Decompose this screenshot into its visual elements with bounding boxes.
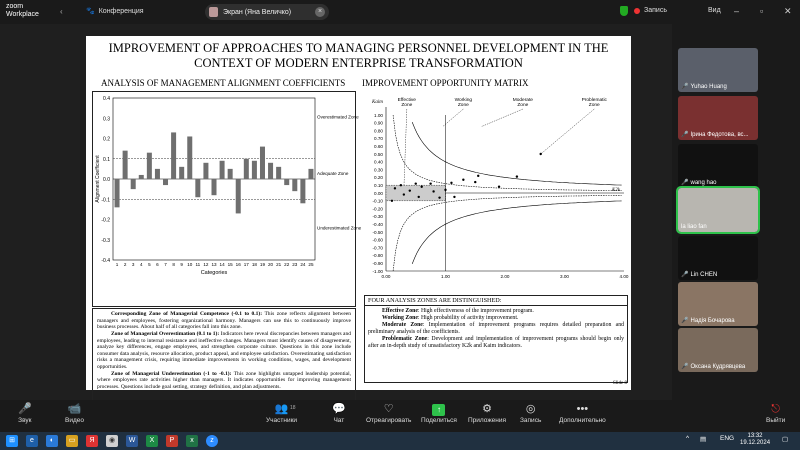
yandex-icon[interactable]: Я xyxy=(86,435,98,447)
x-tick-label: 15 xyxy=(227,262,233,267)
participants-panel xyxy=(672,24,800,400)
shield-icon[interactable] xyxy=(620,6,628,16)
app-icon[interactable]: ◉ xyxy=(106,435,118,447)
bar xyxy=(252,161,257,179)
data-point xyxy=(450,182,452,184)
y-tick-label: -0.50 xyxy=(372,229,383,235)
x-tick-label: 8 xyxy=(172,262,175,267)
y-tick-label: 0.10 xyxy=(374,183,383,188)
mic-muted-icon: 🎤 xyxy=(681,84,689,90)
record-button[interactable] xyxy=(520,402,541,424)
participant-name-text: Lin CHEN xyxy=(690,271,718,278)
x-tick-label: 23 xyxy=(292,262,298,267)
bar xyxy=(139,175,144,179)
x-tick-label: 16 xyxy=(235,262,241,267)
close-icon[interactable]: × xyxy=(315,7,325,17)
video-tile[interactable] xyxy=(678,144,758,188)
participant-name xyxy=(681,83,727,90)
x-tick-label: 11 xyxy=(195,262,201,267)
bar xyxy=(236,179,241,213)
meeting-toolbar xyxy=(0,400,800,432)
y-tick-label: -0.4 xyxy=(101,258,110,264)
video-tile[interactable] xyxy=(678,282,758,326)
clock-date: 19.12.2024 xyxy=(740,440,771,446)
apps-icon: ⚙ xyxy=(482,403,492,415)
participant-name xyxy=(681,224,707,230)
mic-muted-icon: 🎤 xyxy=(681,272,689,278)
participant-name xyxy=(681,271,717,278)
x-tick-label: 6 xyxy=(156,262,159,267)
zone-label-overestimated: Overestimated Zone xyxy=(317,114,359,120)
x-tick-label: 24 xyxy=(300,262,306,267)
y-tick-label: -0.10 xyxy=(372,198,383,204)
language-indicator[interactable]: ENG xyxy=(720,435,735,442)
bar xyxy=(123,151,128,179)
mic-muted-icon: 🎤 xyxy=(681,364,689,370)
zone-name-line2: Zone xyxy=(457,103,469,108)
clock[interactable] xyxy=(740,433,770,447)
y-tick-label: 0.30 xyxy=(374,167,383,173)
zone-name-line2: Zone xyxy=(588,103,600,108)
y-tick-label: 0.90 xyxy=(374,120,383,126)
y-tick-label: 0.40 xyxy=(374,159,383,165)
x-tick-label: 2.00 xyxy=(500,274,510,279)
excel-icon[interactable]: X xyxy=(146,435,158,447)
edge-icon[interactable]: e xyxy=(26,435,38,447)
react-label: Отреагировать xyxy=(366,417,412,424)
share-button[interactable] xyxy=(421,402,457,424)
bar xyxy=(284,179,289,185)
y-axis-label: Alignment Coefficient xyxy=(95,155,101,203)
y-tick-label: -0.60 xyxy=(372,237,383,243)
data-point xyxy=(429,182,431,184)
x-tick-label: 7 xyxy=(164,262,167,267)
zone-leader-line xyxy=(481,109,523,127)
bar xyxy=(187,136,192,179)
minimize-icon[interactable]: – xyxy=(734,6,740,16)
screen-share-label: Экран (Яна Величко) xyxy=(223,8,292,16)
zoom-logo xyxy=(6,3,39,19)
react-button[interactable] xyxy=(366,402,411,424)
hyperbola-lower-outer xyxy=(393,195,621,271)
video-tile[interactable] xyxy=(678,96,758,140)
para-corresponding xyxy=(97,311,351,331)
chat-label: Чат xyxy=(333,417,345,424)
people-icon: 👥 xyxy=(274,403,289,415)
x-axis-label: Categories xyxy=(200,270,228,276)
presentation-slide xyxy=(86,36,631,390)
zone-name-line1: Working xyxy=(454,98,473,103)
y-tick-label: -0.40 xyxy=(372,222,383,227)
data-point xyxy=(540,153,542,155)
video-tile-active-speaker[interactable] xyxy=(678,188,758,232)
zone-name-line1: Effective xyxy=(397,98,416,103)
zone-leader-line xyxy=(541,109,595,154)
zone1-text: : High effectiveness of the improvement program. xyxy=(417,308,534,314)
heart-icon: ♡ xyxy=(383,403,394,415)
sound-button[interactable] xyxy=(18,402,32,424)
conference-button[interactable] xyxy=(86,7,144,15)
x-tick-label: 3.00 xyxy=(560,274,569,279)
data-point xyxy=(498,186,500,188)
participant-name xyxy=(681,179,717,186)
hyperbola-upper-outer xyxy=(393,115,621,191)
x-tick-label: 10 xyxy=(187,262,193,267)
opportunity-matrix xyxy=(362,91,630,295)
video-tile[interactable] xyxy=(678,48,758,92)
excel-file-icon[interactable]: x xyxy=(186,435,198,447)
bar xyxy=(115,179,120,207)
participant-name xyxy=(681,317,735,324)
x-tick-label: 13 xyxy=(211,262,217,267)
participant-name xyxy=(681,131,749,138)
participant-name-text: Оксана Кудрявцева xyxy=(690,363,746,370)
y-axis-label: Kaim xyxy=(372,100,383,105)
zone3-bold: Moderate Zone xyxy=(382,322,423,328)
zone4-text: : Development and implementation of improvement programs should begin only after an in-depth study of unsatisfactory K2k and Kaim indicators. xyxy=(368,336,624,349)
x-tick-label: 9 xyxy=(180,262,183,267)
windows-start-icon[interactable]: ⊞ xyxy=(6,435,18,447)
y-tick-label: 0.50 xyxy=(374,151,383,157)
bar xyxy=(131,179,136,189)
bar xyxy=(228,169,233,179)
x-tick-label: 21 xyxy=(276,262,282,267)
bar xyxy=(244,159,249,179)
para-underestimation xyxy=(97,371,351,391)
data-point xyxy=(444,189,446,191)
conference-label: Конференция xyxy=(98,7,144,15)
share-label: Поделиться xyxy=(421,417,457,424)
title-bar xyxy=(0,0,800,24)
data-point xyxy=(403,193,405,195)
bar xyxy=(268,163,273,179)
camera-icon: 📹 xyxy=(67,403,82,415)
data-point xyxy=(400,184,402,186)
view-button[interactable] xyxy=(708,7,721,14)
apps-button[interactable] xyxy=(468,402,506,424)
logo-line1: zoom xyxy=(6,3,24,10)
zone1-bold: Effective Zone xyxy=(382,308,418,314)
video-tile[interactable] xyxy=(678,236,758,280)
matrix-chart-svg xyxy=(362,91,630,295)
sound-label: Звук xyxy=(18,417,32,424)
bar xyxy=(195,179,200,197)
zone4-bold: Problematic Zone xyxy=(382,336,428,342)
data-point xyxy=(438,196,440,198)
x-tick-label: 20 xyxy=(267,262,274,267)
bar xyxy=(276,167,281,179)
bar xyxy=(260,147,265,179)
left-heading: ANALYSIS OF MANAGEMENT ALIGNMENT COEFFICIENTS xyxy=(101,78,346,88)
y-tick-label: 0.80 xyxy=(374,128,383,134)
mic-muted-icon: 🎤 xyxy=(18,403,32,415)
more-dots-icon: ••• xyxy=(576,403,589,415)
para3-text: This zone highlights untapped leadership potential, where employees rate activities higher than managers. It indicates opportunities for improving management processes. Questions include goal setting, strategy definition, and plan adjustments. xyxy=(97,370,351,390)
bar-chart-svg xyxy=(93,92,362,306)
y-tick-label: -0.2 xyxy=(101,217,110,224)
zone-name-line1: Moderate xyxy=(512,98,533,103)
data-point xyxy=(477,175,479,177)
y-tick-label: -0.30 xyxy=(372,214,383,220)
x-tick-label: 12 xyxy=(203,262,209,267)
clock-time: 13:32 xyxy=(747,433,763,439)
zone-working xyxy=(368,315,624,322)
bar xyxy=(171,132,176,179)
close-window-icon[interactable]: ✕ xyxy=(784,6,792,16)
mic-muted-icon: 🎤 xyxy=(681,132,689,138)
record-label: Запись xyxy=(644,7,667,14)
y-tick-label: -1.00 xyxy=(372,268,383,274)
hyperbola-lower-inner xyxy=(412,201,621,264)
y-tick-label: -0.1 xyxy=(101,197,110,204)
screen-share-pill[interactable] xyxy=(205,4,329,20)
data-point xyxy=(462,179,464,181)
bar xyxy=(147,153,152,179)
video-button[interactable] xyxy=(65,402,84,424)
para2-bold: Zone of Managerial Overestimation (0.1 to 1): xyxy=(111,331,220,337)
bar xyxy=(155,169,160,179)
bar xyxy=(292,179,297,191)
y-tick-label: 0.3 xyxy=(103,116,110,123)
participant-name-text: Ірина Федотова, вс... xyxy=(690,131,749,138)
avatar xyxy=(209,7,218,17)
x-tick-label: 3 xyxy=(131,262,135,267)
alignment-chart xyxy=(92,91,362,307)
leave-icon: ⎋ xyxy=(771,403,780,415)
x-tick-label: 2 xyxy=(123,262,127,267)
x-tick-label: 1 xyxy=(115,262,119,267)
data-point xyxy=(415,182,417,184)
x-tick-label: 22 xyxy=(284,262,290,267)
chat-icon: 💬 xyxy=(332,403,346,415)
x-tick-label: 4 xyxy=(139,262,143,267)
bar xyxy=(163,179,168,185)
leave-button[interactable] xyxy=(766,402,785,424)
video-label: Видео xyxy=(65,417,84,424)
x-tick-label: 18 xyxy=(251,262,257,267)
bar xyxy=(211,179,216,195)
y-tick-label: 0.0 xyxy=(103,177,110,183)
zone2-text: : High probability of activity improvement. xyxy=(417,315,519,321)
y-tick-label: 0.70 xyxy=(374,136,383,142)
x-tick-label: 4.00 xyxy=(619,274,629,279)
chevron-left-icon[interactable]: ‹ xyxy=(60,7,63,16)
video-tile[interactable] xyxy=(678,328,758,372)
powerpoint-icon[interactable]: P xyxy=(166,435,178,447)
record-tb-label: Запись xyxy=(520,417,542,424)
data-point xyxy=(474,181,476,183)
y-tick-label: 0.2 xyxy=(103,136,110,143)
y-tick-label: 1.00 xyxy=(374,112,383,118)
taskbar xyxy=(0,432,800,450)
record-indicator[interactable] xyxy=(634,7,667,14)
more-button[interactable] xyxy=(559,402,606,424)
mic-muted-icon: 🎤 xyxy=(681,180,689,186)
y-tick-label: 0.60 xyxy=(374,144,383,149)
zone-moderate xyxy=(368,322,624,336)
y-tick-label: -0.3 xyxy=(101,237,110,244)
y-tick-label: 0.20 xyxy=(374,175,383,181)
tray-chevron-icon[interactable]: ^ xyxy=(686,435,690,442)
participant-name-text: Yuhao Huang xyxy=(690,83,727,90)
zone-name-line1: Problematic xyxy=(581,98,607,103)
x-tick-label: 25 xyxy=(308,262,314,267)
edge-browser-icon[interactable]: ◐ xyxy=(46,435,58,447)
mic-muted-icon: 🎤 xyxy=(681,318,689,324)
paw-icon: 🐾 xyxy=(86,8,95,15)
participant-name-text: Надія Бочарова xyxy=(690,317,735,324)
leave-label: Выйти xyxy=(766,417,786,424)
apps-label: Приложения xyxy=(468,417,507,424)
participant-name-text: la liao fan xyxy=(681,224,707,230)
right-heading: IMPROVEMENT OPPORTUNITY MATRIX xyxy=(362,78,529,88)
data-point xyxy=(409,189,411,191)
chat-button[interactable] xyxy=(332,402,346,424)
view-label: Вид xyxy=(708,7,721,14)
network-icon[interactable]: ▤ xyxy=(700,436,707,443)
zone-effective xyxy=(368,308,624,315)
zoom-icon[interactable]: z xyxy=(206,435,218,447)
x-tick-label: 1.00 xyxy=(441,274,450,279)
data-point xyxy=(453,196,455,198)
bar xyxy=(203,163,208,179)
y-tick-label: -0.80 xyxy=(372,253,383,259)
word-icon[interactable]: W xyxy=(126,435,138,447)
analysis-zones-box xyxy=(364,295,628,383)
data-point xyxy=(421,186,423,188)
bar xyxy=(220,161,225,179)
zone-name-line2: Zone xyxy=(401,103,413,108)
y-tick-label: 0.4 xyxy=(103,96,110,102)
more-label: Дополнительно xyxy=(559,417,606,424)
y-tick-label: -0.20 xyxy=(372,206,383,212)
para3-bold: Zone of Managerial Underestimation (-1 to -0.1): xyxy=(111,370,232,377)
share-arrow-icon: ↑ xyxy=(432,404,445,416)
participant-name-text: wang hao xyxy=(690,179,717,186)
x-tick-label: 0.00 xyxy=(381,274,391,279)
x-tick-label: 19 xyxy=(259,262,266,267)
x-tick-label: 5 xyxy=(148,262,151,267)
slide-title: IMPROVEMENT OF APPROACHES TO MANAGING PERSONNEL DEVELOPMENT IN THE CONTEXT OF MODERN ENTERPRISE TRANSFORMATION xyxy=(108,41,609,70)
maximize-icon[interactable]: ▫ xyxy=(760,6,764,16)
logo-line2: Workplace xyxy=(6,11,39,18)
para-overestimation xyxy=(97,331,351,370)
data-point xyxy=(391,200,393,202)
participants-label: Участники xyxy=(266,417,298,424)
zone-problematic xyxy=(368,336,624,350)
bar xyxy=(300,179,305,203)
data-point xyxy=(418,196,420,198)
data-point xyxy=(432,190,434,192)
x-tick-label: 17 xyxy=(243,262,249,267)
record-dot-icon xyxy=(634,8,640,14)
x-tick-label: 14 xyxy=(219,262,225,267)
zones-header: FOUR ANALYSIS ZONES ARE DISTINGUISHED: xyxy=(365,297,627,306)
para2-text: Indicators here reveal discrepancies between managers and employees, leading to internal resistance and ineffective changes. Managers must identify causes of disagreement, analyze key differences, engage employees, and strengthen corporate culture. Questions in this zone include consumer data analysis, resource allocation, product appeal, and employee satisfaction. Overestimating satisfaction risks a management crisis, requiring immediate improvements in working conditions, wages, and development opportunities. xyxy=(97,331,351,370)
zone3-text: : Implementation of improvement programs requires detailed preparation and preliminary analysis of the coefficients. xyxy=(368,322,625,335)
folder-icon[interactable]: ▭ xyxy=(66,435,78,447)
zone-leader-line xyxy=(404,109,407,189)
bar xyxy=(179,167,184,179)
participant-name xyxy=(681,363,745,370)
y-tick-label: -0.70 xyxy=(372,245,383,251)
para1-text: This zone reflects alignment between managers and employees, fostering organizational harmony. Managers can use this to continuously improve business processes. About half of all categories fall into this zone. xyxy=(97,311,352,330)
zone-label-underestimated: Underestimated Zone xyxy=(317,225,362,231)
notification-icon[interactable]: ▢ xyxy=(782,436,789,443)
zone2-bold: Working Zone xyxy=(382,315,418,321)
y-tick-label: 0.1 xyxy=(103,156,110,163)
record-icon: ◎ xyxy=(525,403,536,415)
y-tick-label: -0.90 xyxy=(372,261,383,266)
data-point xyxy=(516,175,518,177)
data-point xyxy=(394,187,396,189)
zone-label-adequate: Adequate Zone xyxy=(317,170,349,176)
zone-name-line2: Zone xyxy=(517,103,529,108)
y-tick-label: 0.00 xyxy=(374,190,383,196)
para1-bold: Corresponding Zone of Managerial Competence (-0.1 to 0.1): xyxy=(111,311,263,317)
bar xyxy=(308,169,313,179)
participants-count: 18 xyxy=(290,405,296,411)
slide-number: Slide 8 xyxy=(612,381,627,386)
x-axis-label: K2k xyxy=(612,188,621,193)
